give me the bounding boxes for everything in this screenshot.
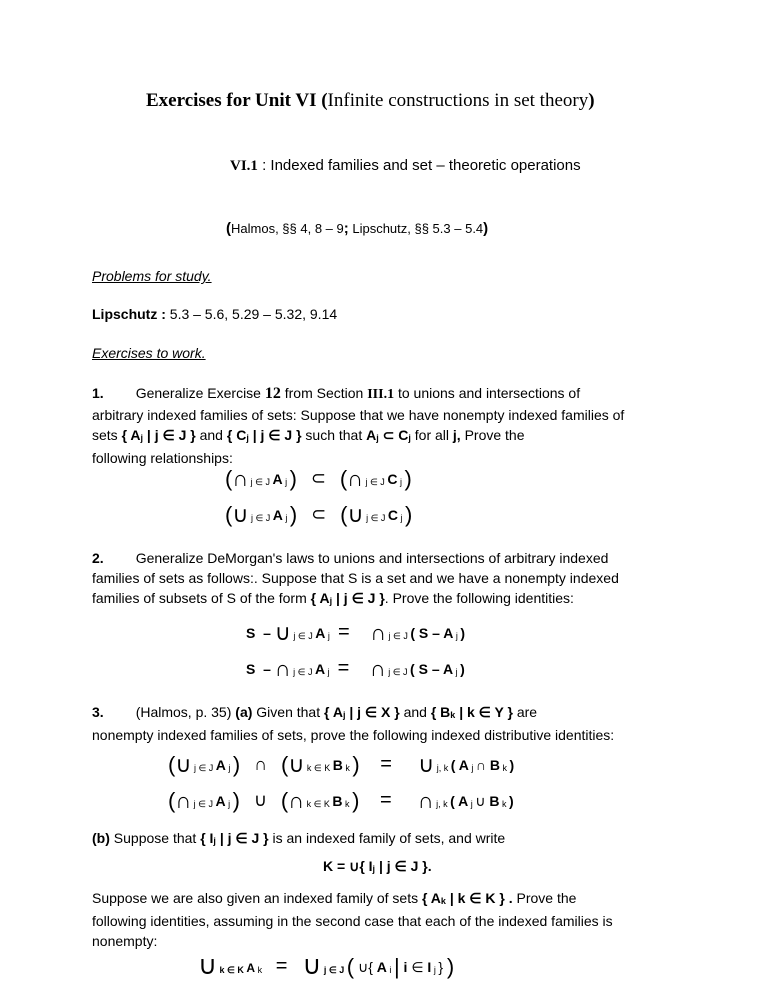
ex1-line-3: sets { Aj | j ∈ J } and { Cj | j ∈ J } such that Aj ⊂ Cj for all j, Prove the	[92, 427, 525, 443]
section-heading: VI.1 : Indexed families and set – theoretic operations	[230, 157, 581, 174]
ex3b-formula: ∪ k ∈ K A k = ∪ j ∈ J ( ∪{ A i | i ∈ I j } )	[198, 950, 455, 980]
ex3-formula-2: (∩ j ∈ J A j ) ∪ (∩ k ∈ K B k ) = ∩ j, k ( A j ∪ B k )	[168, 788, 514, 813]
exercise-3b-text	[92, 888, 692, 951]
ex2-line-3: families of subsets of S of the form { Aj | j ∈ J }. Prove the following identities:	[92, 590, 574, 606]
ex1-line-1: 1. Generalize Exercise 12 from Section III.1 to unions and intersections of	[92, 385, 581, 402]
ex2-formula-1: S – ∪ j ∈ J A j = ∩ j ∈ J ( S – A j )	[246, 620, 466, 645]
exercise-3-text	[92, 702, 692, 745]
ex3b-line-3: following identities, assuming in the second case that each of the indexed families is	[92, 913, 613, 929]
exercise-3b-line-1: (b) Suppose that { Ij | j ∈ J } is an indexed family of sets, and write	[92, 830, 506, 846]
exercise-1-text	[92, 383, 692, 468]
exercises-heading: Exercises to work.	[92, 345, 206, 361]
ex2-line-1: 2. Generalize DeMorgan's laws to unions and intersections of arbitrary indexed	[92, 550, 609, 566]
ex1-line-2: arbitrary indexed families of sets: Suppose that we have nonempty indexed families of	[92, 407, 625, 423]
ex3b-line-2: Suppose we are also given an indexed family of sets { Ak | k ∈ K } . Prove the	[92, 890, 577, 906]
ex1-formula-2: (∪ j ∈ J A j ) ⊂ (∪ j ∈ J C j )	[225, 502, 413, 527]
ex3-line-2: nonempty indexed families of sets, prove the following indexed distributive identities:	[92, 727, 615, 743]
lipschutz-line: Lipschutz : 5.3 – 5.6, 5.29 – 5.32, 9.14	[92, 306, 338, 322]
ex3-formula-1: (∪ j ∈ J A j ) ∩ (∪ k ∈ K B k ) = ∪ j, k ( A j ∩ B k )	[168, 752, 515, 777]
k-definition: K = ∪{ Ij | j ∈ J }.	[323, 858, 432, 874]
references-line: (Halmos, §§ 4, 8 – 9; Lipschutz, §§ 5.3 – 5.4)	[226, 220, 489, 237]
ex2-formula-2: S – ∩ j ∈ J A j = ∩ j ∈ J ( S – A j )	[246, 656, 465, 681]
ex3-line-1: 3. (Halmos, p. 35) (a) Given that { Aj | j ∈ X } and { Bk | k ∈ Y } are	[92, 704, 538, 720]
exercise-2-text	[92, 548, 692, 611]
ex3b-line-4: nonempty:	[92, 933, 158, 949]
page-title: Exercises for Unit VI (Infinite constructions in set theory)	[146, 90, 595, 111]
problems-heading: Problems for study.	[92, 268, 212, 284]
ex1-formula-1: (∩ j ∈ J A j ) ⊂ (∩ j ∈ J C j )	[225, 466, 412, 491]
ex2-line-2: families of sets as follows:. Suppose that S is a set and we have a nonempty indexed	[92, 570, 619, 586]
ex1-line-4: following relationships:	[92, 450, 233, 466]
